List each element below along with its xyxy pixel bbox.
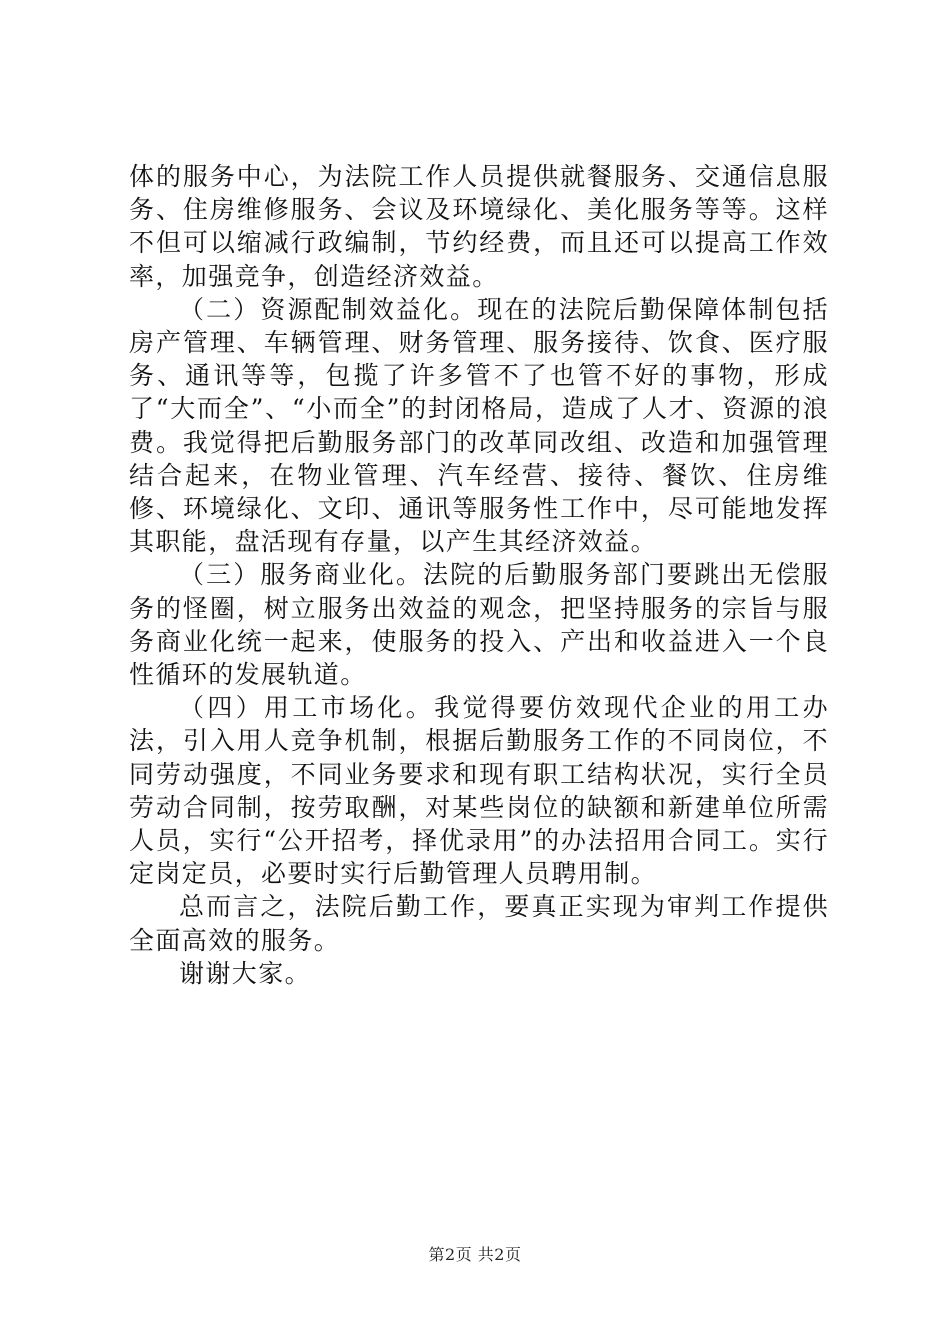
paragraph-service-commercialization: （三）服务商业化。法院的后勤服务部门要跳出无偿服务的怪圈，树立服务出效益的观念，把坚持服务的宗旨与服务商业化统一起来，使服务的投入、产出和收益进入一个良性循环的发展轨道。 xyxy=(129,560,829,690)
paragraph-conclusion: 总而言之，法院后勤工作，要真正实现为审判工作提供全面高效的服务。 xyxy=(129,892,829,955)
paragraph-thanks: 谢谢大家。 xyxy=(179,958,312,988)
paragraph-resource-allocation: （二）资源配制效益化。现在的法院后勤保障体制包括房产管理、车辆管理、财务管理、服务接待、饮食、医疗服务、通讯等等，包揽了许多管不了也管不好的事物，形成了“大而全”、“小而全”的封闭格局，造成了人才、资源的浪费。我觉得把后勤服务部门的改革同改组、改造和加强管理结合起来，在物业管理、汽车经营、接待、餐饮、住房维修、环境绿化、文印、通讯等服务性工作中，尽可能地发挥其职能，盘活现有存量，以产生其经济效益。 xyxy=(129,294,829,557)
page-footer: 第2页 共2页 xyxy=(428,1245,522,1264)
paragraph-continuation: 体的服务中心，为法院工作人员提供就餐服务、交通信息服务、住房维修服务、会议及环境绿化、美化服务等等。这样不但可以缩减行政编制，节约经费，而且还可以提高工作效率，加强竞争，创造经济效益。 xyxy=(129,162,829,291)
document-body xyxy=(129,160,829,990)
paragraph-employment-marketization: （四）用工市场化。我觉得要仿效现代企业的用工办法，引入用人竞争机制，根据后勤服务工作的不同岗位，不同劳动强度，不同业务要求和现有职工结构状况，实行全员劳动合同制，按劳取酬，对某些岗位的缺额和新建单位所需人员，实行“公开招考，择优录用”的办法招用合同工。实行定岗定员，必要时实行后勤管理人员聘用制。 xyxy=(129,693,829,889)
